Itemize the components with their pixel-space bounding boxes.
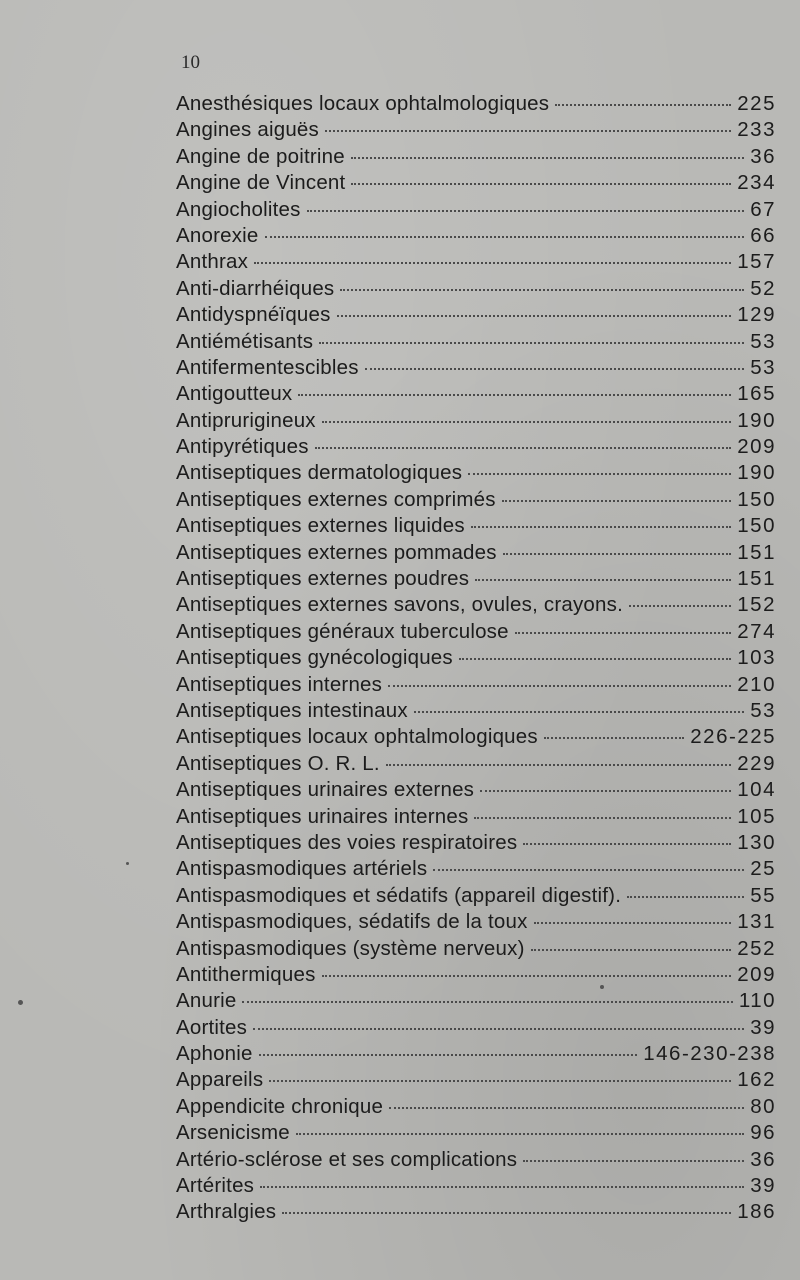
index-entry <box>176 566 776 592</box>
entry-page-number: 96 <box>750 1121 776 1145</box>
entry-page-number: 209 <box>737 435 776 459</box>
entry-term: Antifermentescibles <box>176 355 359 379</box>
dot-leader <box>337 315 732 317</box>
dot-leader <box>531 949 732 951</box>
entry-page-number: 129 <box>737 303 776 327</box>
dot-leader <box>307 210 745 212</box>
index-entry <box>176 540 776 566</box>
index-entry <box>176 276 776 302</box>
dot-leader <box>265 236 745 238</box>
entry-page-number: 225 <box>737 92 776 115</box>
entry-term: Antiseptiques internes <box>176 672 383 696</box>
entry-term: Antispasmodiques (système nerveux) <box>176 936 525 960</box>
print-speck <box>600 985 604 989</box>
dot-leader <box>523 843 731 845</box>
dot-leader <box>315 447 732 449</box>
entry-page-number: 252 <box>737 936 776 960</box>
dot-leader <box>298 394 731 396</box>
dot-leader <box>254 262 731 264</box>
dot-leader <box>414 711 744 713</box>
entry-term: Anthrax <box>176 250 249 274</box>
entry-page-number: 52 <box>750 276 776 300</box>
entry-page-number: 67 <box>750 197 776 221</box>
index-entry <box>176 698 776 724</box>
entry-page-number: 162 <box>737 1068 776 1092</box>
entry-page-number: 274 <box>737 619 776 643</box>
entry-term: Antiseptiques locaux ophtalmologiques <box>176 725 538 749</box>
index-entry <box>176 804 776 830</box>
entry-term: Angiocholites <box>176 197 301 221</box>
entry-term: Antidyspnéïques <box>176 303 331 327</box>
entry-term: Antiseptiques urinaires externes <box>176 778 475 802</box>
dot-leader <box>296 1133 744 1135</box>
entry-page-number: 151 <box>737 540 776 564</box>
entry-term: Antiprurigineux <box>176 408 316 432</box>
entry-term: Anti-diarrhéiques <box>176 276 335 300</box>
index-entry <box>176 936 776 962</box>
entry-page-number: 53 <box>750 329 776 353</box>
index-entry <box>176 1015 776 1041</box>
entry-page-number: 152 <box>737 593 776 617</box>
dot-leader <box>468 473 731 475</box>
index-entry <box>176 381 776 407</box>
index-entry <box>176 1094 776 1120</box>
entry-term: Aphonie <box>176 1042 253 1066</box>
entry-term: Antiseptiques externes poudres <box>176 567 470 591</box>
entry-page-number: 233 <box>737 118 776 142</box>
entry-term: Antiseptiques externes savons, ovules, crayons. <box>176 593 623 617</box>
entry-page-number: 66 <box>750 223 776 247</box>
entry-term: Antiseptiques des voies respiratoires <box>176 830 518 854</box>
entry-page-number: 53 <box>750 355 776 379</box>
entry-page-number: 209 <box>737 962 776 986</box>
index-entry <box>176 460 776 486</box>
dot-leader <box>389 1107 744 1109</box>
dot-leader <box>627 896 744 898</box>
entry-term: Antiseptiques dermatologiques <box>176 461 463 485</box>
entry-page-number: 150 <box>737 487 776 511</box>
entry-term: Appareils <box>176 1068 264 1092</box>
dot-leader <box>260 1186 744 1188</box>
entry-term: Anesthésiques locaux ophtalmologiques <box>176 92 550 115</box>
index-entry <box>176 856 776 882</box>
dot-leader <box>325 130 731 132</box>
entry-page-number: 36 <box>750 144 776 168</box>
dot-leader <box>322 421 732 423</box>
dot-leader <box>259 1054 638 1056</box>
index-entry <box>176 724 776 750</box>
dot-leader <box>523 1160 744 1162</box>
entry-term: Antiseptiques urinaires internes <box>176 804 469 828</box>
dot-leader <box>388 685 731 687</box>
entry-term: Anorexie <box>176 223 259 247</box>
dot-leader <box>502 500 732 502</box>
entry-page-number: 190 <box>737 461 776 485</box>
entry-page-number: 226-225 <box>690 725 776 749</box>
entry-page-number: 55 <box>750 883 776 907</box>
index-entry <box>176 1041 776 1067</box>
index-entry <box>176 408 776 434</box>
entry-page-number: 186 <box>737 1200 776 1224</box>
entry-page-number: 165 <box>737 382 776 406</box>
index-entry <box>176 144 776 170</box>
entry-term: Arsenicisme <box>176 1121 290 1145</box>
dot-leader <box>480 790 731 792</box>
entry-page-number: 146-230-238 <box>643 1042 776 1066</box>
entry-term: Angines aiguës <box>176 118 319 142</box>
entry-page-number: 234 <box>737 171 776 195</box>
dot-leader <box>340 289 744 291</box>
entry-term: Artério-sclérose et ses complications <box>176 1147 518 1171</box>
dot-leader <box>471 526 731 528</box>
entry-page-number: 210 <box>737 672 776 696</box>
entry-term: Antispasmodiques, sédatifs de la toux <box>176 910 528 934</box>
dot-leader <box>322 975 732 977</box>
dot-leader <box>386 764 731 766</box>
index-entry <box>176 777 776 803</box>
index-entry <box>176 645 776 671</box>
entry-term: Antiseptiques externes pommades <box>176 540 497 564</box>
dot-leader <box>515 632 732 634</box>
entry-page-number: 25 <box>750 857 776 881</box>
index-entry <box>176 117 776 143</box>
dot-leader <box>269 1080 731 1082</box>
entry-term: Artérites <box>176 1174 255 1198</box>
entry-term: Antiseptiques généraux tuberculose <box>176 619 509 643</box>
index-entry <box>176 751 776 777</box>
entry-page-number: 39 <box>750 1015 776 1039</box>
index-entry <box>176 434 776 460</box>
entry-term: Antiseptiques externes comprimés <box>176 487 496 511</box>
entry-term: Antiseptiques O. R. L. <box>176 751 380 775</box>
dot-leader <box>459 658 731 660</box>
entry-page-number: 53 <box>750 698 776 722</box>
index-entry <box>176 170 776 196</box>
index-entry <box>176 1173 776 1199</box>
index-entry <box>176 249 776 275</box>
dot-leader <box>351 183 731 185</box>
index-entry <box>176 329 776 355</box>
index-entry <box>176 223 776 249</box>
dot-leader <box>242 1001 732 1003</box>
dot-leader <box>433 869 744 871</box>
entry-page-number: 157 <box>737 250 776 274</box>
dot-leader <box>282 1212 731 1214</box>
entry-term: Appendicite chronique <box>176 1094 384 1118</box>
entry-term: Antipyrétiques <box>176 435 309 459</box>
index-entry <box>176 1199 776 1225</box>
index-entry <box>176 672 776 698</box>
entry-term: Angine de Vincent <box>176 171 346 195</box>
entry-term: Antigoutteux <box>176 382 293 406</box>
page-number: 10 <box>181 52 200 73</box>
index-entry <box>176 962 776 988</box>
index-entry <box>176 1147 776 1173</box>
entry-page-number: 130 <box>737 830 776 854</box>
index-entry <box>176 619 776 645</box>
entry-page-number: 80 <box>750 1094 776 1118</box>
index-entry <box>176 1067 776 1093</box>
dot-leader <box>365 368 745 370</box>
dot-leader <box>475 579 731 581</box>
entry-term: Angine de poitrine <box>176 144 345 168</box>
entry-page-number: 39 <box>750 1174 776 1198</box>
entry-term: Antithermiques <box>176 962 316 986</box>
index-entry <box>176 197 776 223</box>
entry-term: Antispasmodiques et sédatifs (appareil digestif). <box>176 883 622 907</box>
index-entry <box>176 355 776 381</box>
dot-leader <box>534 922 732 924</box>
index-entry <box>176 302 776 328</box>
entry-page-number: 103 <box>737 646 776 670</box>
entry-page-number: 150 <box>737 514 776 538</box>
entry-term: Arthralgies <box>176 1200 277 1224</box>
entry-page-number: 131 <box>737 910 776 934</box>
index-entry <box>176 1120 776 1146</box>
print-speck <box>18 1000 23 1005</box>
index-entry <box>176 830 776 856</box>
entry-page-number: 110 <box>738 989 776 1013</box>
entry-page-number: 151 <box>737 567 776 591</box>
entry-page-number: 105 <box>737 804 776 828</box>
dot-leader <box>544 737 684 739</box>
index-entry <box>176 909 776 935</box>
index-entry <box>176 487 776 513</box>
index-entry <box>176 988 776 1014</box>
dot-leader <box>555 104 731 106</box>
dot-leader <box>629 605 731 607</box>
entry-page-number: 190 <box>737 408 776 432</box>
index-entry <box>176 592 776 618</box>
dot-leader <box>253 1028 744 1030</box>
index-list <box>176 91 776 1226</box>
dot-leader <box>503 553 732 555</box>
dot-leader <box>474 817 731 819</box>
entry-term: Aortites <box>176 1015 248 1039</box>
index-entry <box>176 91 776 117</box>
entry-page-number: 104 <box>737 778 776 802</box>
entry-term: Antiseptiques gynécologiques <box>176 646 453 670</box>
dot-leader <box>351 157 744 159</box>
entry-term: Antiseptiques intestinaux <box>176 698 408 722</box>
index-entry <box>176 883 776 909</box>
entry-page-number: 229 <box>737 751 776 775</box>
dot-leader <box>319 342 744 344</box>
index-entry <box>176 513 776 539</box>
entry-term: Antispasmodiques artériels <box>176 857 428 881</box>
entry-term: Antiseptiques externes liquides <box>176 514 465 538</box>
print-speck <box>126 862 129 865</box>
entry-page-number: 36 <box>750 1147 776 1171</box>
entry-term: Antiémétisants <box>176 329 314 353</box>
entry-term: Anurie <box>176 989 237 1013</box>
